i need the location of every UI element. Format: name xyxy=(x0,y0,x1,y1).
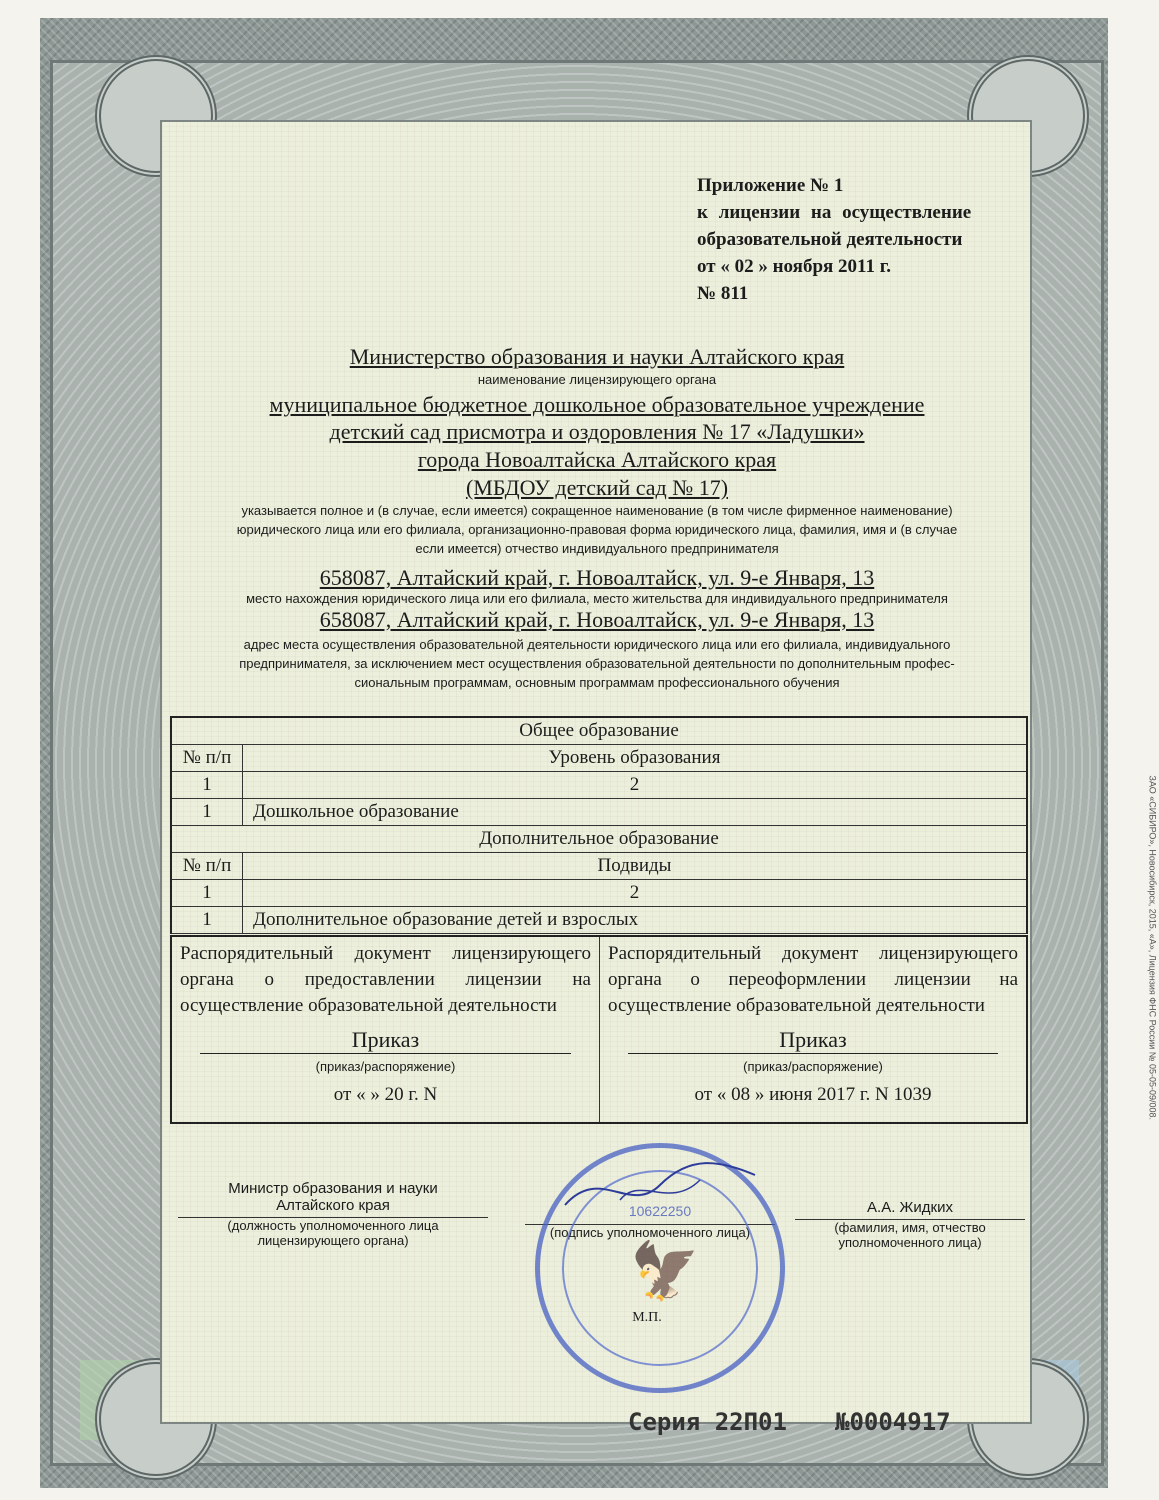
table-section-title: Общее образование xyxy=(172,718,1026,745)
appendix-line: к лицензии на осуществление xyxy=(697,202,972,223)
table-header-row: № п/п Подвиды xyxy=(172,853,1026,880)
org-name-line: города Новоалтайска Алтайского края xyxy=(417,447,777,472)
signer-position-block xyxy=(178,1180,488,1248)
signer-position: Алтайского края xyxy=(276,1197,390,1214)
signer-position: Министр образования и науки xyxy=(228,1180,438,1197)
grant-order-date: от « » 20 г. N xyxy=(333,1084,438,1105)
reissue-order-type: Приказ xyxy=(779,1027,847,1052)
org-name-line: детский сад присмотра и оздоровления № 17 «Ладушки» xyxy=(329,419,865,444)
org-short-name: (МБДОУ детский сад № 17) xyxy=(465,475,729,500)
activity-caption: предпринимателя, за исключением мест осуществления образовательной деятельности по дополнительным профес- xyxy=(239,656,955,671)
location-caption: место нахождения юридического лица или его филиала, место жительства для индивидуального предпринимателя xyxy=(246,591,948,606)
appendix-header xyxy=(697,172,1027,307)
signer-name-caption: уполномоченного лица) xyxy=(838,1235,982,1250)
org-caption: указывается полное и (в случае, если имеется) сокращенное наименование (в том числе фирменное наименование) xyxy=(241,503,953,518)
licensing-organ-name: Министерство образования и науки Алтайского края xyxy=(349,344,845,369)
reissue-order-cell xyxy=(599,937,1026,1122)
reissue-order-date: от « 08 » июня 2017 г. N 1039 xyxy=(694,1084,932,1105)
printer-imprint: ЗАО «СИБИРО», Новосибирск, 2015, «А», Лицензия ФНС России № 05-05-09/008. xyxy=(1147,775,1157,1120)
appendix-number: № 811 xyxy=(697,283,749,304)
handwritten-signature xyxy=(560,1155,760,1225)
seal-number: 10622250 xyxy=(628,1203,692,1219)
appendix-date: от « 02 » ноября 2011 г. xyxy=(697,256,891,277)
table-header-row: № п/п Уровень образования xyxy=(172,745,1026,772)
reissue-order-text: Распорядительный документ лицензирующего органа о переоформлении лицензии на осуществление образовательной деятельности xyxy=(608,943,1018,1016)
table-index-row: 1 2 xyxy=(172,880,1026,907)
grant-order-type: Приказ xyxy=(351,1027,420,1052)
activity-address: 658087, Алтайский край, г. Новоалтайск, ул. 9-е Января, 13 xyxy=(319,607,875,632)
grant-order-text: Распорядительный документ лицензирующего органа о предоставлении лицензии на осуществление образовательной деятельности xyxy=(180,943,591,1016)
table-row: 1 Дошкольное образование xyxy=(172,799,1026,826)
appendix-title: Приложение № 1 xyxy=(697,175,844,196)
table-row: 1 Дополнительное образование детей и взрослых xyxy=(172,907,1026,934)
org-caption: если имеется) отчество индивидуального предпринимателя xyxy=(415,541,779,556)
education-table xyxy=(170,716,1028,934)
coat-of-arms-icon: 🦅 xyxy=(630,1241,700,1303)
location-address: 658087, Алтайский край, г. Новоалтайск, ул. 9-е Января, 13 xyxy=(319,565,875,590)
blank-number: №0004917 xyxy=(835,1408,951,1436)
signer-name-caption: (фамилия, имя, отчество xyxy=(834,1220,986,1235)
signature-caption: (подпись уполномоченного лица) xyxy=(549,1225,751,1240)
activity-caption: сиональным программам, основным программам профессионального обучения xyxy=(354,675,840,690)
signer-name-block xyxy=(795,1199,1025,1250)
appendix-line: образовательной деятельности xyxy=(697,229,963,250)
org-caption: юридического лица или его филиала, организационно-правовая форма юридического лица, фамилия, имя и (в случае xyxy=(236,522,958,537)
table-index-row: 1 2 xyxy=(172,772,1026,799)
seal-place-mark: М.П. xyxy=(632,1310,662,1325)
order-documents xyxy=(170,935,1028,1124)
licensing-organ-caption: наименование лицензирующего органа xyxy=(477,372,717,387)
reissue-order-caption: (приказ/распоряжение) xyxy=(743,1059,883,1074)
blank-series: Серия 22П01 xyxy=(628,1408,787,1436)
grant-order-caption: (приказ/распоряжение) xyxy=(315,1059,456,1074)
grant-order-cell xyxy=(172,937,599,1122)
activity-caption: адрес места осуществления образовательной деятельности юридического лица или его филиала, индивидуального xyxy=(243,637,951,652)
table-section-title: Дополнительное образование xyxy=(172,826,1026,853)
org-name-line: муниципальное бюджетное дошкольное образовательное учреждение xyxy=(269,392,925,417)
signer-position-caption: лицензирующего органа) xyxy=(257,1233,409,1248)
signer-name: А.А. Жидких xyxy=(867,1199,953,1216)
signer-position-caption: (должность уполномоченного лица xyxy=(227,1218,439,1233)
